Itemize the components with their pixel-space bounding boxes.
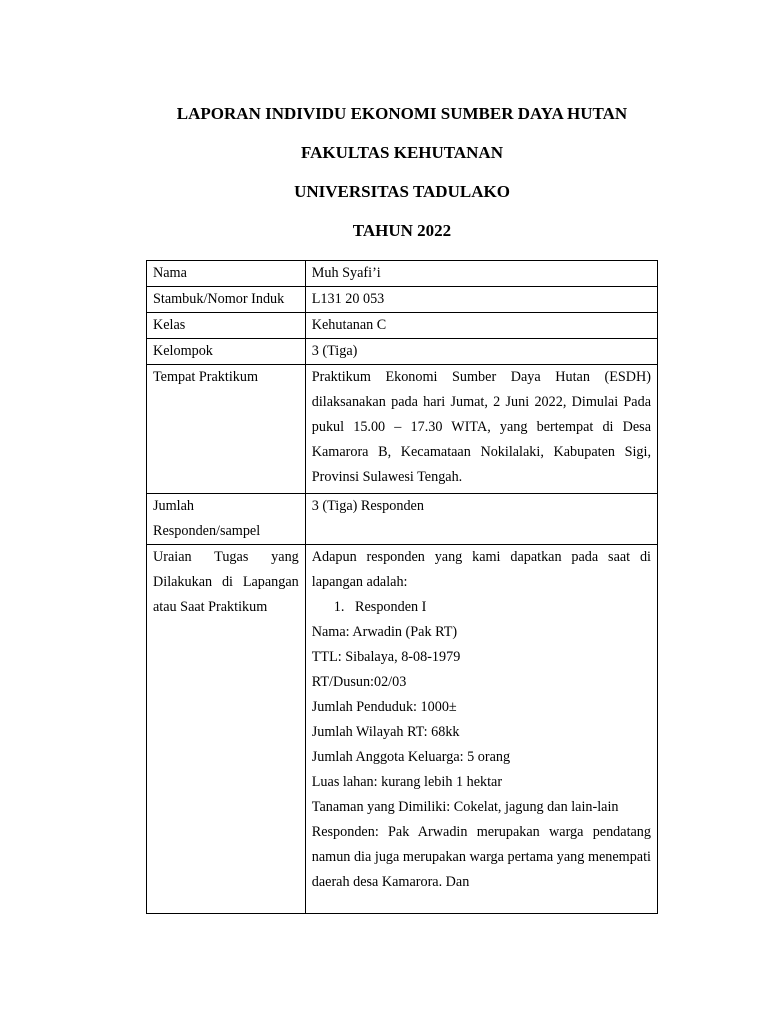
value-uraian [305,545,657,914]
uraian-intro: Adapun responden yang kami dapatkan pada saat di lapangan adalah: [311,549,651,590]
table-row-uraian [147,545,658,914]
table-row-jumlah [147,494,658,545]
detail-jumlah-penduduk: Jumlah Penduduk: 1000± [311,699,457,715]
value-jumlah: 3 (Tiga) Responden [305,494,657,545]
value-tempat: Praktikum Ekonomi Sumber Daya Hutan (ESDH) dilaksanakan pada hari Jumat, 2 Juni 2022, Dimulai Pada pukul 15.00 – 17.30 WITA, yang bertempat di Desa Kamarora B, Kecamataan Nokilalaki, Kabupaten Sigi, Provinsi Sulawesi Tengah. [305,365,657,494]
year-title: TAHUN 2022 [352,221,452,240]
detail-jumlah-wilayah: Jumlah Wilayah RT: 68kk [311,724,460,740]
detail-luas-lahan: Luas lahan: kurang lebih 1 hektar [311,774,503,790]
table-row-stambuk [147,287,658,313]
label-tempat: Tempat Praktikum [147,365,306,494]
table-row-nama [147,261,658,287]
label-uraian: Uraian Tugas yang Dilakukan di Lapangan atau Saat Praktikum [147,545,306,914]
responden-description: Responden: Pak Arwadin merupakan warga pendatang namun dia juga merupakan warga pertama yang menempati daerah desa Kamarora. Dan [311,824,651,890]
label-kelompok: Kelompok [147,339,306,365]
list-item-label: Responden I [355,599,427,615]
faculty-title: FAKULTAS KEHUTANAN [301,143,503,162]
table-row-tempat [147,365,658,494]
value-nama: Muh Syafi’i [305,261,657,287]
detail-rt-dusun: RT/Dusun:02/03 [311,674,407,690]
label-stambuk: Stambuk/Nomor Induk [147,287,306,313]
report-info-table [146,260,658,914]
label-jumlah: Jumlah Responden/sampel [147,494,306,545]
detail-ttl: TTL: Sibalaya, 8-08-1979 [311,649,461,665]
table-row-kelompok [147,339,658,365]
list-item-responden-1 [312,595,651,620]
detail-anggota-keluarga: Jumlah Anggota Keluarga: 5 orang [311,749,511,765]
detail-tanaman: Tanaman yang Dimiliki: Cokelat, jagung dan lain-lain [311,799,619,815]
value-kelas: Kehutanan C [305,313,657,339]
table-row-kelas [147,313,658,339]
value-kelompok: 3 (Tiga) [305,339,657,365]
list-number: 1. [333,599,345,615]
value-stambuk: L131 20 053 [305,287,657,313]
university-title: UNIVERSITAS TADULAKO [294,182,510,201]
report-title: LAPORAN INDIVIDU EKONOMI SUMBER DAYA HUTAN [176,104,628,123]
label-kelas: Kelas [147,313,306,339]
label-nama: Nama [147,261,306,287]
detail-nama: Nama: Arwadin (Pak RT) [311,624,458,640]
